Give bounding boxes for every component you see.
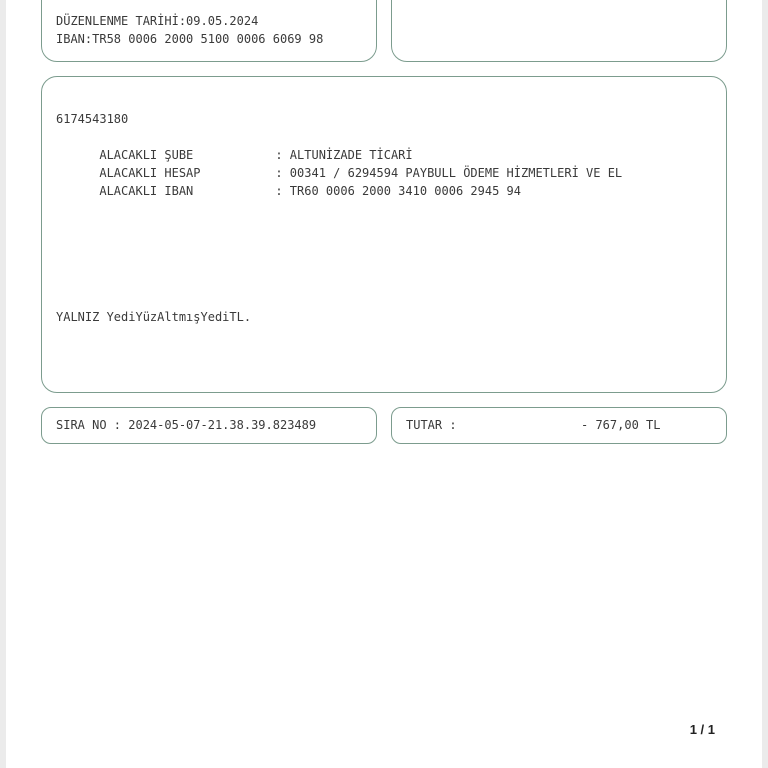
sender-iban: IBAN:TR58 0006 2000 5100 0006 6069 98 xyxy=(56,32,324,46)
sequence-number: SIRA NO : 2024-05-07-21.38.39.823489 xyxy=(56,418,317,432)
top-right-box xyxy=(391,0,727,62)
detail-label: ALACAKLI HESAP xyxy=(99,166,201,180)
detail-value: : 00341 / 6294594 PAYBULL ÖDEME HİZMETLERİ VE EL xyxy=(275,166,623,180)
total-box xyxy=(391,407,727,444)
detail-value: : ALTUNİZADE TİCARİ xyxy=(275,148,413,162)
detail-row-iban xyxy=(56,164,521,218)
sender-info-box xyxy=(41,0,377,62)
issue-date: DÜZENLENME TARİHİ:09.05.2024 xyxy=(56,14,259,28)
payment-details-box xyxy=(41,76,727,393)
document-page xyxy=(6,0,762,768)
total-label: TUTAR : xyxy=(406,418,457,432)
detail-label: ALACAKLI IBAN xyxy=(99,184,194,198)
reference-number: 6174543180 xyxy=(56,112,129,126)
sequence-box xyxy=(41,407,377,444)
page-indicator: 1 / 1 xyxy=(689,722,715,737)
amount-in-words: YALNIZ YediYüzAltmışYediTL. xyxy=(56,310,252,324)
detail-value: : TR60 0006 2000 3410 0006 2945 94 xyxy=(275,184,521,198)
total-amount: - 767,00 TL xyxy=(581,418,661,432)
detail-label: ALACAKLI ŞUBE xyxy=(99,148,194,162)
